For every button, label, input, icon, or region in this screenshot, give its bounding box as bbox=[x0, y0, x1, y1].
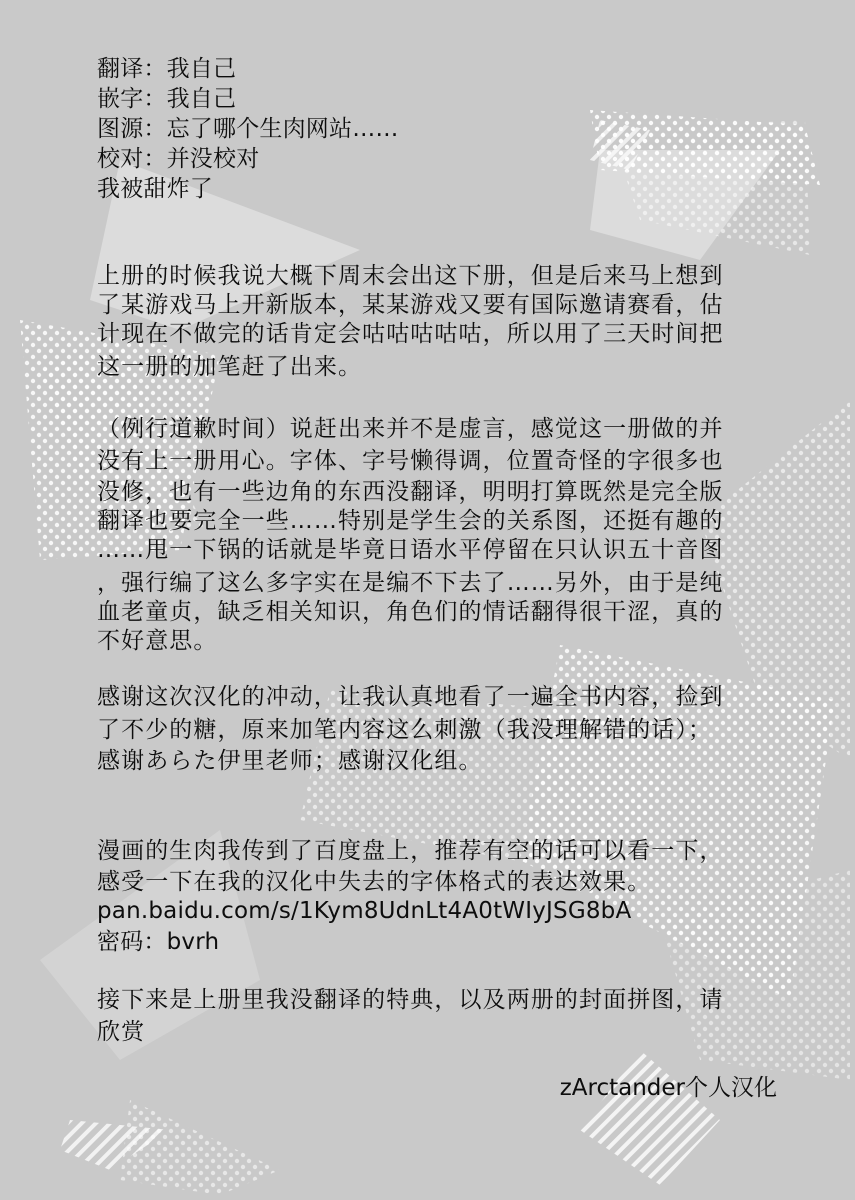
paragraph-line: 不好意思。 bbox=[97, 628, 218, 654]
paragraph-line: 漫画的生肉我传到了百度盘上，推荐有空的话可以看一下， bbox=[97, 838, 724, 864]
credit-typesetting: 嵌字：我自己 bbox=[97, 86, 237, 112]
paragraph-line: 了某游戏马上开新版本，某某游戏又要有国际邀请赛看，估 bbox=[97, 292, 724, 318]
paragraph-line: 没有上一册用心。字体、字号懒得调，位置奇怪的字很多也 bbox=[97, 448, 724, 474]
paragraph-line: 这一册的加笔赶了出来。 bbox=[97, 354, 363, 380]
credit-note: 我被甜炸了 bbox=[97, 176, 213, 202]
paragraph-line: 没修，也有一些边角的东西没翻译，明明打算既然是完全版 bbox=[97, 479, 724, 505]
paragraph-line: 了不少的糖，原来加笔内容这么刺激（我没理解错的话）； bbox=[97, 717, 713, 743]
paragraph-line: 上册的时候我说大概下周末会出这下册，但是后来马上想到 bbox=[97, 263, 724, 289]
paragraph-line: 感受一下在我的汉化中失去的字体格式的表达效果。 bbox=[97, 869, 652, 895]
dot-shard bbox=[120, 1100, 280, 1195]
download-link[interactable]: pan.baidu.com/s/1Kym8UdnLt4A0tWIyJSG8bA bbox=[97, 898, 632, 924]
credit-proofread: 校对：并没校对 bbox=[97, 146, 260, 172]
paragraph-line: 欣赏 bbox=[97, 1019, 146, 1045]
signature: zArctander个人汉化 bbox=[559, 1075, 777, 1101]
stripe-shard bbox=[580, 1050, 720, 1185]
paragraph-line: 感谢あらた伊里老师；感谢汉化组。 bbox=[97, 748, 483, 774]
password-line: 密码：bvrh bbox=[97, 929, 220, 955]
credit-source: 图源：忘了哪个生肉网站…… bbox=[97, 116, 399, 142]
paragraph-line: ……甩一下锅的话就是毕竟日语水平停留在只认识五十音图 bbox=[97, 537, 724, 563]
paragraph-line: （例行道歉时间）说赶出来并不是虚言，感觉这一册做的并 bbox=[97, 416, 724, 442]
paragraph-line: 接下来是上册里我没翻译的特典，以及两册的封面拼图，请 bbox=[97, 987, 724, 1013]
paragraph-line: 翻译也要完全一些……特别是学生会的关系图，还挺有趣的 bbox=[97, 508, 724, 534]
paragraph-line: 血老童贞，缺乏相关知识，角色们的情话翻得很干涩，真的 bbox=[97, 599, 724, 625]
paragraph-line: ，强行编了这么多字实在是编不下去了……另外，由于是纯 bbox=[97, 570, 724, 596]
paragraph-line: 计现在不做完的话肯定会咕咕咕咕咕，所以用了三天时间把 bbox=[97, 321, 724, 347]
credit-translation: 翻译：我自己 bbox=[97, 56, 237, 82]
paragraph-line: 感谢这次汉化的冲动，让我认真地看了一遍全书内容，捡到 bbox=[97, 684, 724, 710]
